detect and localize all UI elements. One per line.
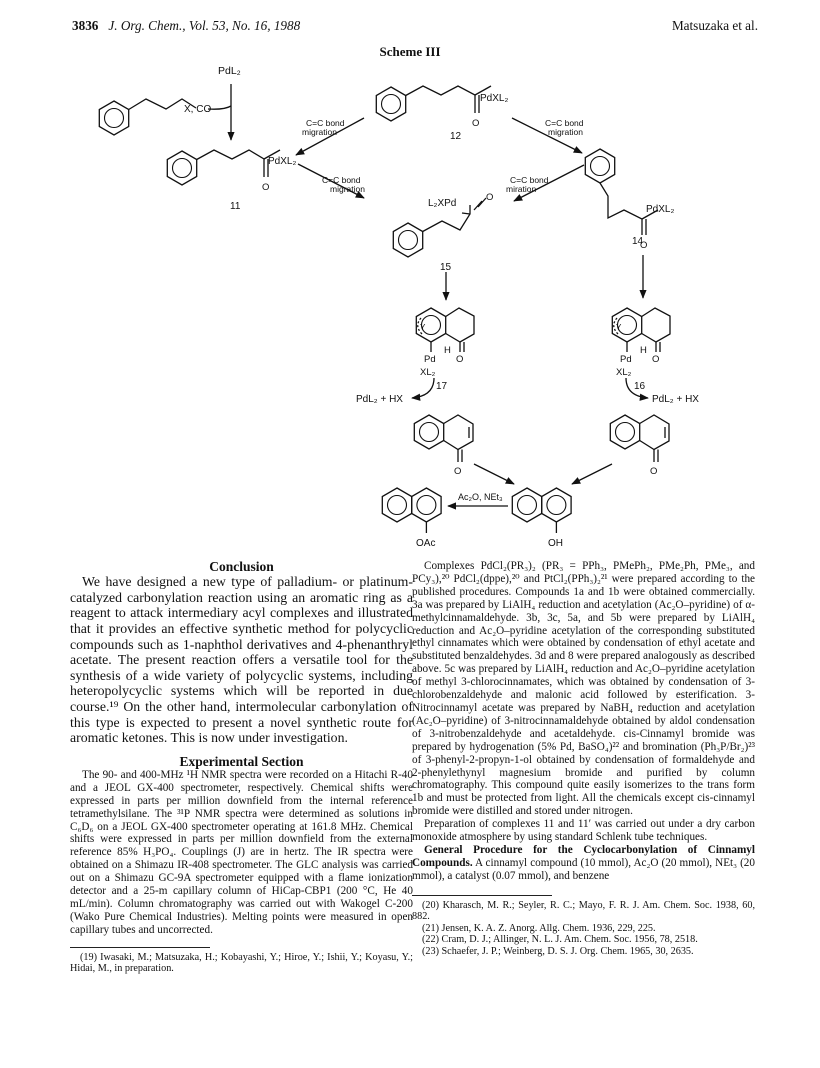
footnote-rule-right: [412, 895, 552, 896]
preparation-paragraph: Preparation of complexes 11 and 11′ was carried out under a dry carbon monoxide atmosphere by using standard Schlenk tube techniques.: [412, 818, 755, 844]
compound-15: 15: [440, 262, 452, 273]
label-oh: OH: [548, 538, 563, 549]
experimental-heading: Experimental Section: [179, 753, 304, 769]
right-column: [412, 560, 755, 958]
label-o-naphthalenone-right: O: [650, 466, 658, 477]
journal-citation: J. Org. Chem., Vol. 53, No. 16, 1988: [108, 18, 301, 33]
general-procedure-heading: General Procedure for the Cyclocarbonylation of Cinnamyl Compounds.: [412, 843, 755, 869]
running-header-left: [72, 18, 300, 34]
label-miration: miration: [506, 184, 537, 194]
complexes-paragraph: Complexes PdCl₂(PR₃)₂ (PR₃ = PPh₃, PMePh₂, PMe₂Ph, PMe₃, and PCy₃),²⁰ PdCl₂(dppe),²⁰ and PtCl₂(PPh₃)₂²¹ were prepared according to the published procedures. Compounds 1a and 1b were obtained commercially. 3a was prepared by LiAlH₄ reduction and acetylation (Ac₂O–pyridine) of α-methylcinnamaldehyde. 3b, 3c, 5a, and 5b were prepared by LiAlH₄ reduction and Ac₂O–pyridine acetylation of the corresponding substituted ethyl cinnamates which were obtained by condensation of ethyl acetate and substituted benzaldehydes. 3d and 8 were prepared analogously as described above. 5c was prepared by LiAlH₄ reduction and Ac₂O–pyridine acetylation of methyl 3-chlorocinnamates, which was obtained by condensation of 3-chlorobenzaldehyde and malonic acid followed by esterification. 3-Nitrocinnamyl acetate was prepared by NaBH₄ reduction and acetylation (Ac₂O–pyridine) of 3-nitrocinnamaldehyde obtained by aldol condensation of 3-nitrobenzaldehyde and acetaldehyde. cis-Cinnamyl bromide was prepared by hydrogenation (5% Pd, BaSO₄)²² and bromination (Ph₃P/Br₂)²³ of 3-phenyl-2-propyn-1-ol obtained by condensation of formaldehyde and 2-phenylethynyl magnesium bromide and purified by column chromatography. This compound quite easily isomerizes to the trans form 1b and must be protected from light. All the chemicals except cis-cinnamyl bromide were distilled and stored under nitrogen.: [412, 560, 755, 818]
label-o-16: O: [652, 354, 660, 365]
reagent-pdl2: PdL₂: [218, 65, 241, 77]
reaction-scheme: [0, 56, 820, 556]
label-y-16: Y: [616, 323, 622, 332]
label-o-15: O: [486, 192, 494, 203]
footnote-23: (23) Schaefer, J. P.; Weinberg, D. S. J. Org. Chem. 1965, 30, 2635.: [422, 946, 694, 958]
label-o-14: O: [640, 240, 648, 251]
footnote-22: (22) Cram, D. J.; Allinger, N. L. J. Am. Chem. Soc. 1956, 78, 2518.: [422, 934, 698, 946]
left-column: [70, 560, 413, 975]
footnote-rule: [70, 947, 210, 948]
compound-14: 14: [632, 236, 644, 247]
label-o-17: O: [456, 354, 464, 365]
label-l2xpd: L₂XPd: [428, 198, 457, 209]
general-procedure-text: A cinnamyl compound (10 mmol), Ac₂O (20 mmol), NEt₃ (20 mmol), a catalyst (0.07 mmol), and benzene: [412, 856, 755, 882]
label-pdxl2-12: PdXL₂: [480, 93, 509, 104]
label-h-16: H: [640, 345, 647, 356]
byproducts-left: PdL₂ + HX: [356, 394, 403, 405]
label-h-17: H: [444, 345, 451, 356]
conclusion-paragraph: We have designed a new type of palladium- or platinum-catalyzed carbonylation reaction using an aromatic ring as a reagent to attack intermediary acyl complexes and illustrated that it provides an effective synthetic method for polycyclic compounds such as 1-naphthol derivatives and 4-phenanthryl acetate. The present reaction offers a versatile tool for the synthesis of a wide variety of polycyclic systems, including heteropolycyclic systems which will be reported in due course.¹⁹ On the other hand, intermolecular carbonylation of this type is expected to present a novel synthetic route for aromatic ketones. This is now under investigation.: [70, 574, 413, 746]
experimental-paragraph: The 90- and 400-MHz ¹H NMR spectra were recorded on a Hitachi R-40 and a JEOL GX-400 spectrometer, respectively. Chemical shifts were expressed in parts per million downfield from the internal reference tetramethylsilane. The ³¹P NMR spectra were determined as solutions in C₆D₆ on a JEOL GX-400 spectrometer operating at 161.8 MHz. Chemical shifts were expressed in parts per million downfield from the external reference 85% H₃PO₄. Couplings (J) are in hertz. The IR spectra were obtained on a Shimazu IR-408 spectrometer. The GLC analysis was carried out on a Shimazu GC-9A spectrometer equipped with a flame ionization detector and a 25-m capillary column of HiCap-CBP1 (200 °C, He 40 mL/min). Column chromatography was carried out with Wakogel C-200 (Wako Pure Chemical Industries). Melting points were measured in open capillary tubes and uncorrected.: [70, 768, 413, 936]
compound-17: 17: [436, 381, 448, 392]
label-pd-16: Pd: [620, 354, 632, 365]
page-number: 3836: [72, 18, 99, 33]
label-y-17: Y: [420, 323, 426, 332]
start-benzene-ring: [99, 101, 128, 135]
label-xl2-16: XL₂: [616, 367, 632, 378]
general-procedure-paragraph: [412, 844, 755, 883]
label-pdxl2-11: PdXL₂: [268, 156, 297, 167]
compound-11: 11: [230, 201, 241, 212]
label-o-naphthalenone-left: O: [454, 466, 462, 477]
byproducts-right: PdL₂ + HX: [652, 394, 699, 405]
scheme-title: Scheme III: [379, 44, 441, 59]
label-cc-bond-4: C=C bond: [510, 175, 549, 185]
reagent-ac2o-net3: Ac₂O, NEt₃: [458, 492, 503, 502]
label-cc-bond-3: C=C bond: [545, 118, 584, 128]
label-oac: OAc: [416, 538, 436, 549]
footnote-20: (20) Kharasch, M. R.; Seyler, R. C.; Mayo, F. R. J. Am. Chem. Soc. 1938, 60, 882.: [412, 899, 755, 923]
reagent-x-co: X, CO: [184, 104, 212, 115]
label-o-12: O: [472, 118, 480, 129]
label-xl2-17: XL₂: [420, 367, 436, 378]
footnote-19: (19) Iwasaki, M.; Matsuzaka, H.; Kobayashi, Y.; Hiroe, Y.; Ishii, Y.; Koyasu, Y.; Hidai, M., in preparation.: [70, 951, 413, 975]
label-o-11: O: [262, 182, 270, 193]
label-cc-bond-2: C=C bond: [322, 175, 361, 185]
compound-16: 16: [634, 381, 646, 392]
label-pdxl2-14: PdXL₂: [646, 204, 675, 215]
label-migration-2: migration: [330, 184, 365, 194]
conclusion-heading: Conclusion: [209, 559, 274, 574]
label-pd-17: Pd: [424, 354, 436, 365]
compound-12: 12: [450, 131, 462, 142]
footnote-21: (21) Jensen, K. A. Z. Anorg. Allg. Chem. 1936, 229, 225.: [422, 922, 656, 934]
running-header-authors: Matsuzaka et al.: [671, 18, 758, 33]
label-migration-1: migration: [302, 127, 337, 137]
label-migration-3: migration: [548, 127, 583, 137]
label-cc-bond-1: C=C bond: [306, 118, 345, 128]
